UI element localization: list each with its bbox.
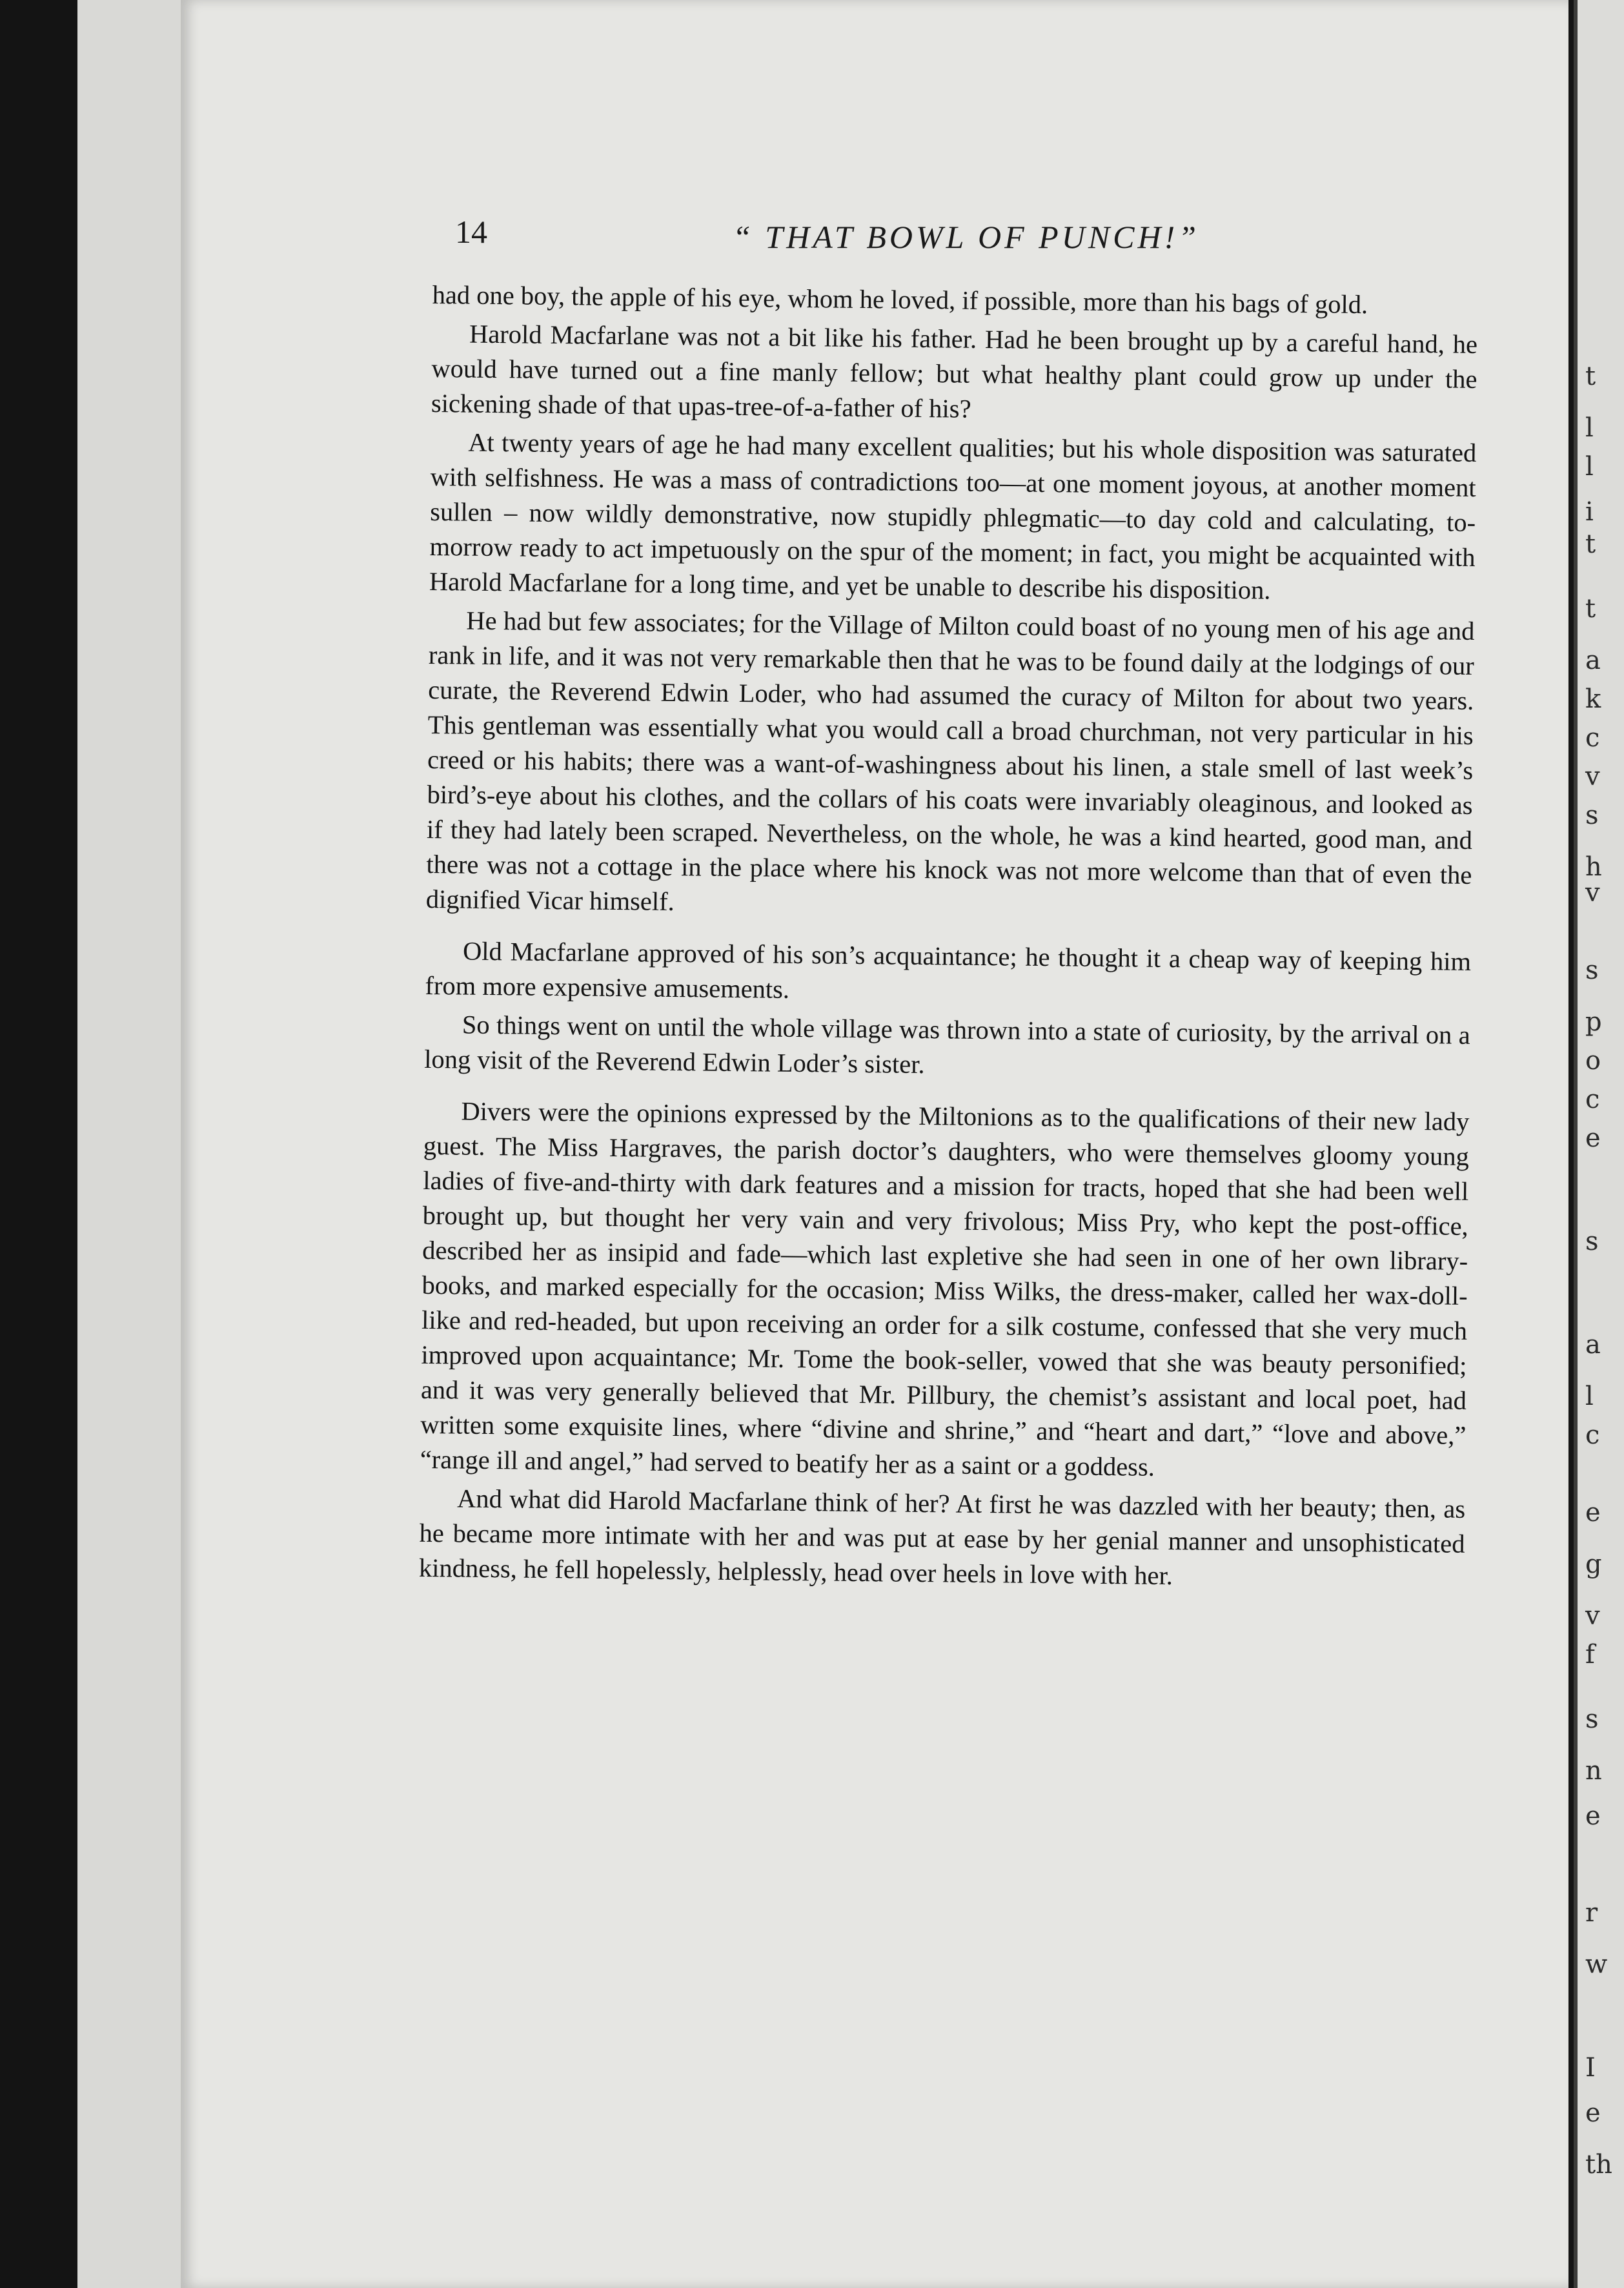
facing-page-fragment: k bbox=[1585, 684, 1601, 714]
facing-page-fragment: s bbox=[1585, 801, 1599, 830]
facing-page-fragment: c bbox=[1585, 1085, 1600, 1114]
facing-page-fragment: a bbox=[1585, 1330, 1601, 1360]
facing-page-fragment: i bbox=[1585, 497, 1594, 527]
facing-page-fragment: s bbox=[1585, 1704, 1599, 1734]
paragraph: Old Macfarlane approved of his son’s acquaintance; he thought it a cheap way of keeping him from more expensive amusements. bbox=[425, 936, 1472, 1004]
facing-page-fragment: s bbox=[1585, 1227, 1599, 1256]
paragraph: Harold Macfarlane was not a bit like his father. Had he been brought up by a careful hand, he would have turned out a fine manly fellow; but what healthy plant could grow up under the sickening shade of that upas-tree-of-a-father of his? bbox=[431, 319, 1478, 424]
facing-page-fragment: t bbox=[1585, 594, 1596, 624]
facing-page-fragment: a bbox=[1585, 646, 1601, 675]
facing-page-fragment: v bbox=[1585, 878, 1600, 908]
facing-page-fragment: th bbox=[1585, 2150, 1612, 2180]
facing-page-fragment: t bbox=[1585, 362, 1596, 391]
page-edge bbox=[155, 0, 183, 2288]
facing-page-fragment: e bbox=[1585, 1498, 1601, 1527]
facing-page-fragment: o bbox=[1585, 1046, 1601, 1076]
page-number: 14 bbox=[455, 214, 487, 250]
facing-page-edge bbox=[1574, 0, 1624, 2288]
facing-page-fragment: I bbox=[1585, 2053, 1596, 2083]
paragraph: He had but few associates; for the Village of Milton could boast of no young men of his age and rank in life, and it was not very remarkable then that he was to be found daily at the lodgings of our curate, the Reverend Edwin Loder, who had assumed the curacy of Milton for about two years. This gentleman was essentially what you would call a broad churchman, not very particular in his creed or his habits; there was a want-of-washingness about his linen, a stale smell of last week’s bird’s-eye about his clothes, and the collars of his coats were invariably oleaginous, and looked as if they had lately been scraped. Nevertheless, on the whole, he was a kind hearted, good man, and there was not a cottage in the place where his knock was not more welcome than that of even the dignified Vicar himself. bbox=[425, 606, 1475, 916]
page-edge bbox=[77, 0, 105, 2288]
facing-page-fragment: e bbox=[1585, 1801, 1601, 1831]
facing-page-fragment: h bbox=[1585, 852, 1602, 882]
page-header bbox=[455, 207, 1488, 265]
facing-page-fragment: c bbox=[1585, 723, 1600, 753]
facing-page-fragment: l bbox=[1585, 413, 1594, 443]
paragraph: had one boy, the apple of his eye, whom he loved, if possible, more than his bags of gold. bbox=[432, 280, 1368, 320]
facing-page-fragment: n bbox=[1585, 1756, 1602, 1786]
facing-page-fragment: v bbox=[1585, 1601, 1600, 1631]
facing-page-fragment: t bbox=[1585, 529, 1596, 559]
facing-page-fragment: p bbox=[1585, 1007, 1602, 1037]
facing-page-fragment: r bbox=[1585, 1898, 1598, 1928]
facing-page-fragment: e bbox=[1585, 2098, 1601, 2128]
facing-page-fragment: l bbox=[1585, 1382, 1594, 1411]
facing-page-fragment: l bbox=[1585, 452, 1594, 482]
paragraph: Divers were the opinions expressed by the Miltonions as to the qualifications of their new lady guest. The Miss Hargraves, the parish doctor’s daughters, who were themselves gloomy young ladies of five-and-thirty with dark features and a mission for tracts, hoped that she had been well brought up, but thought her very vain and very frivolous; Miss Pry, who kept the post-office, described her as insipid and fade—which last expletive she had seen in one of her own library-books, and marked especially for the occasion; Miss Wilks, the dress-maker, called her wax-doll-like and red-headed, but upon receiving an order for a silk costume, confessed that she very much improved upon acquaintance; Mr. Tome the book-seller, vowed that she was beauty personified; and it was very generally believed that Mr. Pillbury, the chemist’s assistant and local poet, had written some exquisite lines, where “divine and shrine,” and “heart and dart,” “love and above,” “range ill and angel,” had served to beatify her as a saint or a goddess. bbox=[420, 1096, 1470, 1482]
facing-page-fragment: g bbox=[1585, 1549, 1602, 1579]
body-text bbox=[419, 278, 1478, 1600]
facing-page-fragment: s bbox=[1585, 955, 1599, 985]
page-edge bbox=[129, 0, 157, 2288]
facing-page-fragment: w bbox=[1585, 1950, 1608, 1979]
paragraph: And what did Harold Macfarlane think of her? At first he was dazzled with her beauty; then, as he became more intimate with her and was put at ease by her genial manner and unsophisticated kindness, he fell hopelessly, helplessly, head over heels in love with her. bbox=[418, 1484, 1466, 1591]
facing-page-fragment: f bbox=[1585, 1640, 1595, 1670]
page-edge bbox=[103, 0, 131, 2288]
facing-page-fragment: v bbox=[1585, 762, 1600, 792]
facing-page-fragment: e bbox=[1585, 1123, 1601, 1153]
paragraph: At twenty years of age he had many excellent qualities; but his whole disposition was saturated with selfishness. He was a mass of contradictions too—at one moment joyous, at another moment sullen – now wildly demonstrative, now stupidly phlegmatic—to day cold and calculating, to-morrow ready to act impetuously on the spur of the moment; in fact, you might be acquainted with Harold Macfarlane for a long time, and yet be unable to describe his disposition. bbox=[429, 427, 1477, 605]
facing-page-fragment: c bbox=[1585, 1420, 1600, 1450]
running-title: “ THAT BOWL OF PUNCH!” bbox=[733, 219, 1200, 255]
paragraph: So things went on until the whole village was thrown into a state of curiosity, by the arrival on a long visit of the Reverend Edwin Loder’s sister. bbox=[424, 1010, 1471, 1079]
